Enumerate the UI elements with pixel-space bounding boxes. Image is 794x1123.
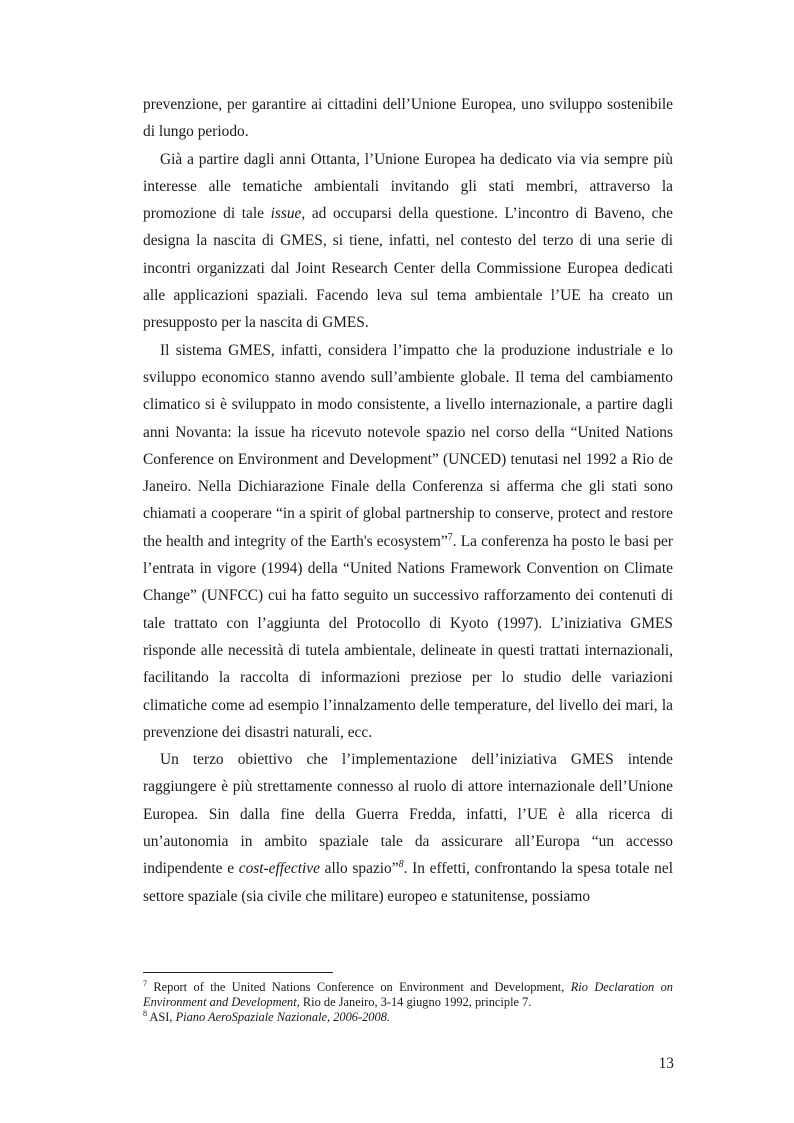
text-run: issue <box>270 205 302 223</box>
text-run: , ad occuparsi della questione. L’incontro di Baveno, che designa la nascita di GMES, si tiene, infatti, nel contesto del terzo di una serie di incontri organizzati dal Joint Research Center della Commissione Europea dedicati alle applicazioni spaziali. Facendo leva sul tema ambientale l’UE ha creato un presupposto per la nascita di GMES. <box>143 205 673 332</box>
footnotes <box>143 980 673 1025</box>
footnote-separator <box>143 972 333 973</box>
text-run: ASI, <box>147 1010 176 1024</box>
paragraph <box>143 146 673 337</box>
text-run: Il sistema GMES, infatti, considera l’impatto che la produzione industriale e lo sviluppo economico stanno avendo sull’ambiente globale. Il tema del cambiamento climatico si è sviluppato in modo consistente, a livello internazionale, a partire dagli anni Novanta: la issue ha ricevuto notevole spazio nel corso della “United Nations Conference on Environment and Development” (UNCED) tenutasi nel 1992 a Rio de Janeiro. Nella Dichiarazione Finale della Conferenza si afferma che gli stati sono chiamati a cooperare “in a spirit of global partnership to conserve, protect and restore the health and integrity of the Earth's ecosystem” <box>143 341 673 550</box>
footnote-ref: 8 <box>143 1008 147 1018</box>
text-run: Piano AeroSpaziale Nazionale, 2006-2008. <box>175 1010 390 1024</box>
text-run: Già a partire dagli anni Ottanta, l’Unione Europea ha dedicato via via sempre più interesse alle tematiche ambientali invitando gli stati membri, attraverso la promozione di tale <box>143 150 673 223</box>
text-run: . In effetti, confrontando la spesa totale nel settore spaziale (sia civile che militare) europeo e statunitense, possiamo <box>143 860 673 905</box>
text-run: allo spazio” <box>319 860 399 878</box>
paragraph <box>143 337 673 746</box>
paragraph <box>143 91 673 146</box>
text-run: Rio Declaration on Environment and Development <box>143 980 674 1009</box>
paragraph <box>143 746 673 910</box>
page-number: 13 <box>658 1055 674 1072</box>
text-run: prevenzione, per garantire ai cittadini dell’Unione Europea, uno sviluppo sostenibile di lungo periodo. <box>143 96 673 141</box>
text-run: Un terzo obiettivo che l’implementazione dell’iniziativa GMES intende raggiungere è più strettamente connesso al ruolo di attore internazionale dell’Unione Europea. Sin dalla fine della Guerra Fredda, infatti, l’UE è alla ricerca di un’autonomia in ambito spaziale tale da assicurare all’Europa “un accesso indipendente e <box>143 751 673 878</box>
footnote-ref: 7 <box>143 978 147 988</box>
text-run: , Rio de Janeiro, 3-14 giugno 1992, principle 7. <box>296 995 532 1009</box>
body-text <box>143 91 673 910</box>
footnote <box>143 980 673 1010</box>
text-run: . La conferenza ha posto le basi per l’entrata in vigore (1994) della “United Nations Framework Convention on Climate Change” (UNFCC) cui ha fatto seguito un successivo rafforzamento dei contenuti di tale trattato con l’aggiunta del Protocollo di Kyoto (1997). L’iniziativa GMES risponde alle necessità di tutela ambientale, delineate in questi trattati internazionali, facilitando la raccolta di informazioni preziose per lo studio delle variazioni climatiche come ad esempio l’innalzamento delle temperature, del livello dei mari, la prevenzione dei disastri naturali, ecc. <box>143 532 673 741</box>
text-run: Report of the United Nations Conference on Environment and Development, <box>147 980 571 994</box>
footnote <box>143 1010 673 1025</box>
text-run: cost-effective <box>238 860 320 878</box>
footnote-ref: 8 <box>398 859 404 871</box>
footnote-ref: 7 <box>447 531 453 543</box>
